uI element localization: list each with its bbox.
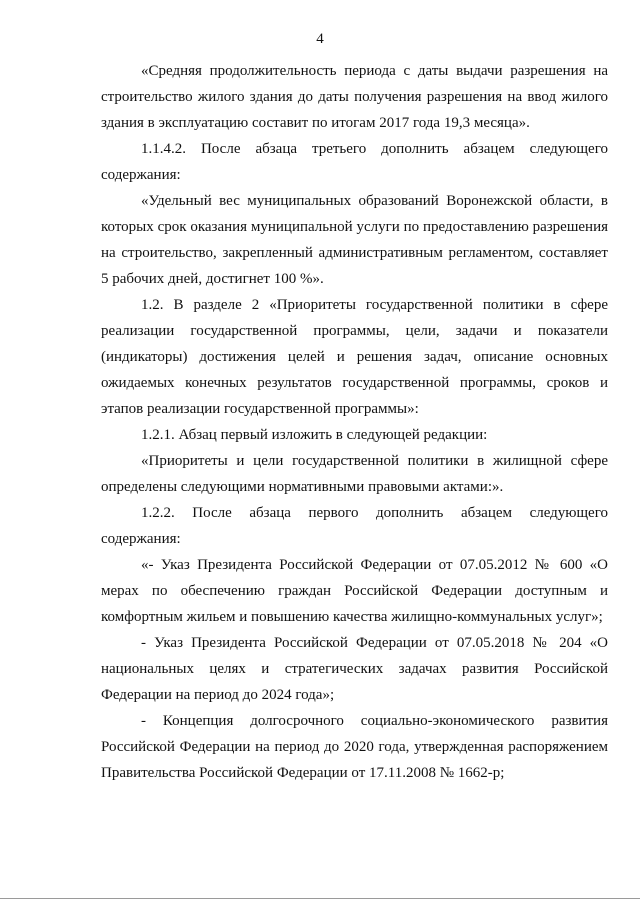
paragraph-item-1-2-2: 1.2.2. После абзаца первого дополнить абзацем следующего содержания: — [101, 505, 608, 547]
paragraph-specific-weight: «Удельный вес муниципальных образований Воронежской области, в которых срок оказания муниципальной услуги по предоставлению разрешения на строительство, закрепленный административным регламентом, составляет 5 рабочих дней, достигнет 100 %». — [101, 193, 608, 287]
paragraph-item-1-2-1: 1.2.1. Абзац первый изложить в следующей редакции: — [141, 427, 488, 443]
paragraph-item-1-1-4-2: 1.1.4.2. После абзаца третьего дополнить абзацем следующего содержания: — [101, 141, 608, 183]
paragraph-concept-2020: - Концепция долгосрочного социально-экономического развития Российской Федерации на период до 2020 года, утвержденная распоряжением Правительства Российской Федерации от 17.11.2008 № 1662-р; — [101, 713, 608, 781]
page-number: 4 — [316, 31, 324, 47]
paragraph-priorities: «Приоритеты и цели государственной политики в жилищной сфере определены следующими нормативными правовыми актами:». — [101, 453, 608, 495]
document-body — [101, 58, 608, 786]
paragraph-average-duration: «Средняя продолжительность периода с даты выдачи разрешения на строительство жилого здания до даты получения разрешения на ввод жилого здания в эксплуатацию составит по итогам 2017 года 19,3 месяца». — [101, 63, 608, 131]
paragraph-decree-600: «- Указ Президента Российской Федерации от 07.05.2012 № 600 «О мерах по обеспечению граждан Российской Федерации доступным и комфортным жильем и повышению качества жилищно-коммунальных услуг»; — [101, 557, 608, 625]
page-bottom-edge — [0, 898, 640, 899]
paragraph-item-1-2: 1.2. В разделе 2 «Приоритеты государственной политики в сфере реализации государственной программы, цели, задачи и показатели (индикаторы) достижения целей и решения задач, описание основных ожидаемых конечных результатов государственной программы, сроков и этапов реализации государственной программы»: — [101, 297, 608, 417]
paragraph-decree-204: - Указ Президента Российской Федерации от 07.05.2018 № 204 «О национальных целях и стратегических задачах развития Российской Федерации на период до 2024 года»; — [101, 635, 608, 703]
